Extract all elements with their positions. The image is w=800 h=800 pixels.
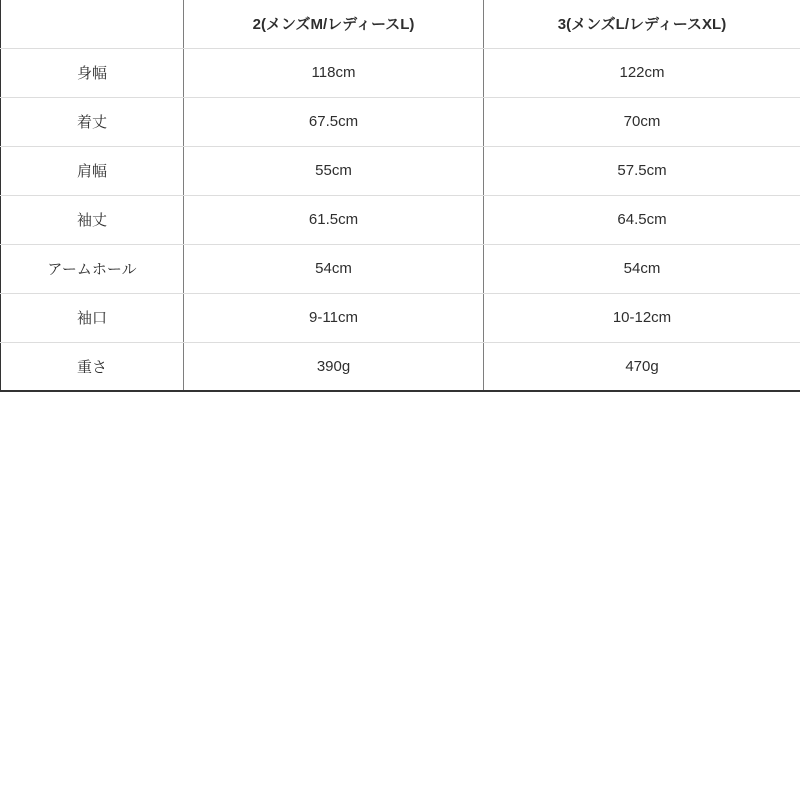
cell-value: 9-11cm (184, 293, 484, 342)
row-label: アームホール (1, 244, 184, 293)
header-cell-empty (1, 0, 184, 48)
cell-value: 122cm (484, 48, 800, 97)
table-header-row (1, 0, 800, 48)
row-label: 身幅 (1, 48, 184, 97)
size-chart-table (0, 0, 800, 392)
header-cell-size-2: 2(メンズM/レディースL) (184, 0, 484, 48)
cell-value: 118cm (184, 48, 484, 97)
row-label: 重さ (1, 342, 184, 391)
cell-value: 54cm (484, 244, 800, 293)
cell-value: 54cm (184, 244, 484, 293)
table-row-body-width (1, 48, 800, 97)
table-row-armhole (1, 244, 800, 293)
table-row-shoulder-width (1, 146, 800, 195)
row-label: 袖口 (1, 293, 184, 342)
cell-value: 55cm (184, 146, 484, 195)
table-row-length (1, 97, 800, 146)
cell-value: 57.5cm (484, 146, 800, 195)
cell-value: 10-12cm (484, 293, 800, 342)
cell-value: 64.5cm (484, 195, 800, 244)
cell-value: 390g (184, 342, 484, 391)
header-cell-size-3: 3(メンズL/レディースXL) (484, 0, 800, 48)
cell-value: 61.5cm (184, 195, 484, 244)
table-row-cuff (1, 293, 800, 342)
row-label: 袖丈 (1, 195, 184, 244)
cell-value: 70cm (484, 97, 800, 146)
row-label: 着丈 (1, 97, 184, 146)
table-row-weight (1, 342, 800, 391)
row-label: 肩幅 (1, 146, 184, 195)
table-row-sleeve-length (1, 195, 800, 244)
cell-value: 470g (484, 342, 800, 391)
cell-value: 67.5cm (184, 97, 484, 146)
